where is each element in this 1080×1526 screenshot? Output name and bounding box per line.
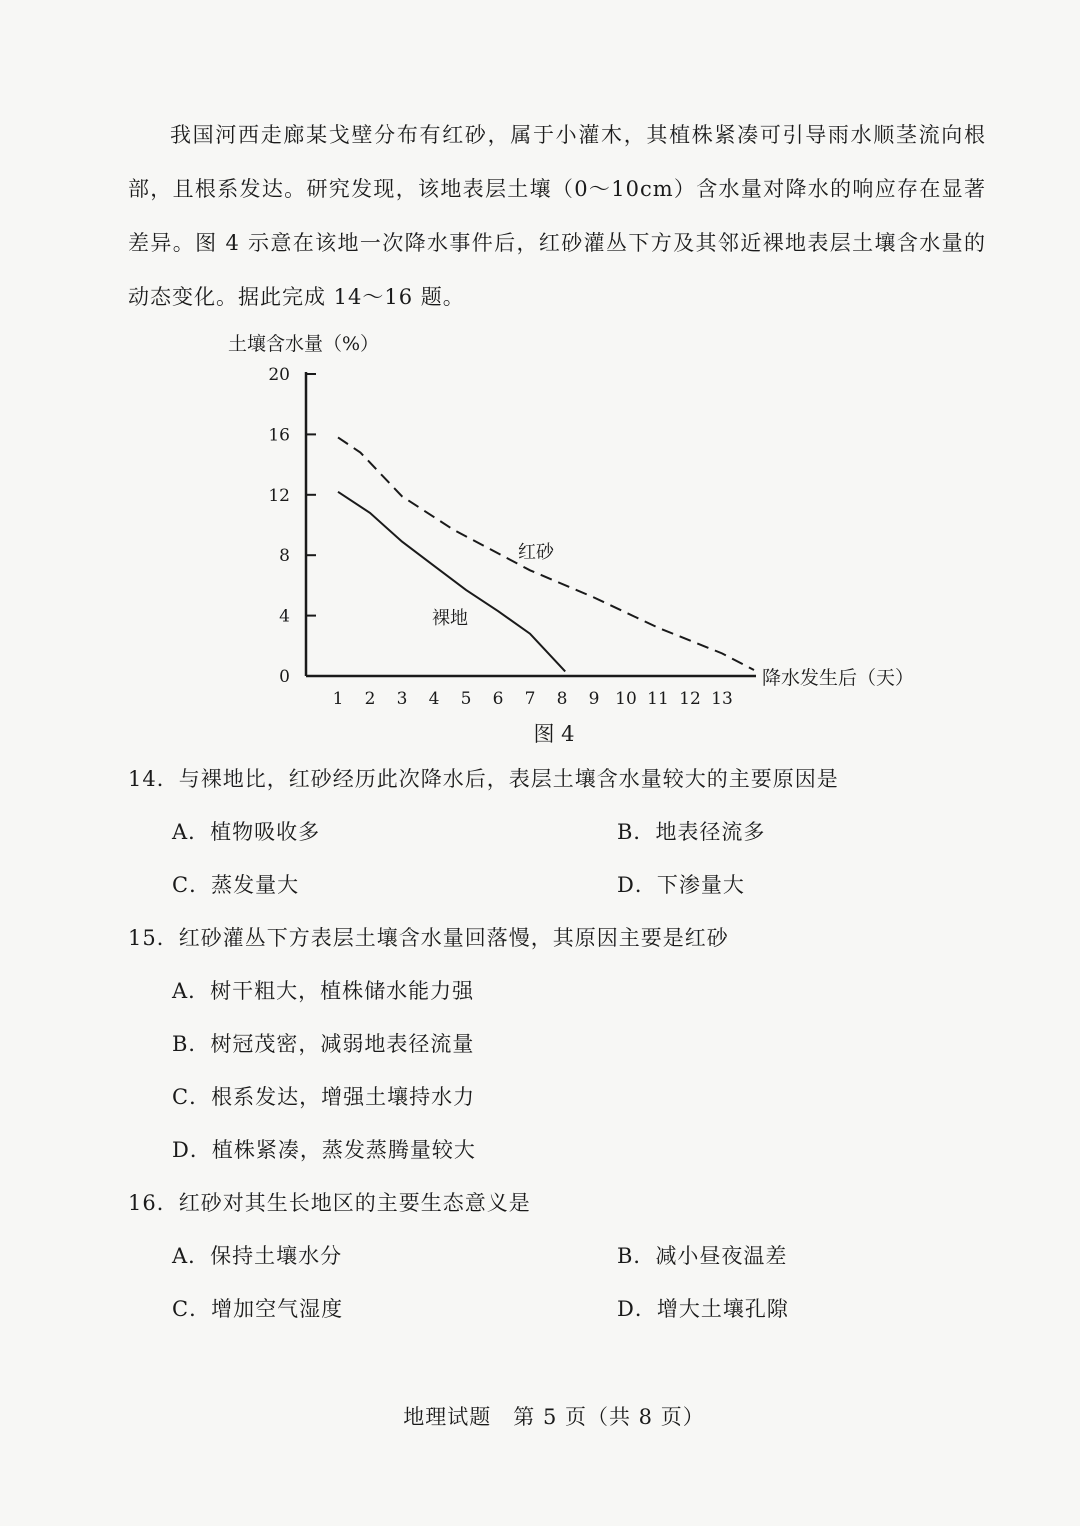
question-15-stem (128, 922, 729, 952)
series-line-luodi (338, 492, 565, 672)
x-tick-label-3: 3 (396, 689, 408, 709)
question-text: 与裸地比，红砂经历此次降水后，表层土壤含水量较大的主要原因是 (178, 767, 839, 791)
question-number: 16． (128, 1191, 179, 1215)
y-tick-label-16: 16 (268, 425, 290, 446)
y-tick-label-12: 12 (268, 485, 290, 506)
y-tick-label-20: 20 (268, 365, 290, 385)
x-tick-label-2: 2 (364, 689, 376, 709)
question-text: 红砂对其生长地区的主要生态意义是 (178, 1191, 531, 1215)
q15-option-c[interactable]: C．根系发达，增强土壤持水力 (172, 1085, 476, 1109)
intro-paragraph: 我国河西走廊某戈壁分布有红砂，属于小灌木，其植株紧凑可引导雨水顺茎流向根部，且根系发达。研究发现，该地表层土壤（0～10cm）含水量对降水的响应存在显著差异。图 4 示意在该地一次降水事件后，红砂灌丛下方及其邻近裸地表层土壤含水量的动态变化。据此完成 14～16 题。 (128, 123, 986, 309)
question-number: 14． (128, 767, 179, 791)
q16-option-a[interactable]: A．保持土壤水分 (172, 1244, 343, 1268)
soil-moisture-chart (0, 320, 1080, 715)
q15-option-b[interactable]: B．树冠茂密，减弱地表径流量 (172, 1032, 475, 1056)
x-tick-label-11: 11 (647, 689, 669, 709)
x-tick-label-9: 9 (588, 689, 600, 709)
x-tick-label-7: 7 (524, 689, 536, 709)
label-hongsha: 红砂 (518, 542, 554, 563)
question-number: 15． (128, 926, 179, 950)
question-16-stem (128, 1187, 531, 1217)
x-tick-label-10: 10 (615, 689, 637, 709)
label-luodi: 裸地 (432, 608, 468, 629)
q14-option-a[interactable]: A．植物吸收多 (172, 820, 321, 844)
q14-option-b[interactable]: B．地表径流多 (617, 820, 766, 844)
y-axis-title: 土壤含水量（%） (228, 333, 380, 355)
q14-option-d[interactable]: D．下渗量大 (617, 873, 745, 897)
question-text: 红砂灌丛下方表层土壤含水量回落慢，其原因主要是红砂 (178, 926, 729, 950)
q16-option-b[interactable]: B．减小昼夜温差 (617, 1244, 788, 1268)
x-tick-label-6: 6 (492, 689, 504, 709)
question-14-stem (128, 763, 839, 793)
x-tick-label-4: 4 (428, 689, 440, 709)
x-tick-label-13: 13 (711, 689, 733, 709)
x-tick-label-5: 5 (460, 689, 472, 709)
q15-option-d[interactable]: D．植株紧凑，蒸发蒸腾量较大 (172, 1138, 476, 1162)
y-tick-label-0: 0 (279, 667, 290, 687)
q16-option-d[interactable]: D．增大土壤孔隙 (617, 1297, 789, 1321)
x-tick-label-8: 8 (556, 689, 568, 709)
q14-option-c[interactable]: C．蒸发量大 (172, 873, 300, 897)
q15-option-a[interactable]: A．树干粗大，植株储水能力强 (172, 979, 475, 1003)
page-footer: 地理试题 第 5 页（共 8 页） (403, 1405, 705, 1429)
y-tick-label-4: 4 (279, 606, 290, 627)
figure-caption: 图 4 (533, 722, 575, 746)
y-tick-label-8: 8 (279, 546, 290, 567)
q16-option-c[interactable]: C．增加空气湿度 (172, 1297, 344, 1321)
x-axis-title: 降水发生后（天） (762, 667, 915, 689)
x-tick-label-1: 1 (332, 689, 344, 709)
x-tick-label-12: 12 (679, 689, 701, 709)
